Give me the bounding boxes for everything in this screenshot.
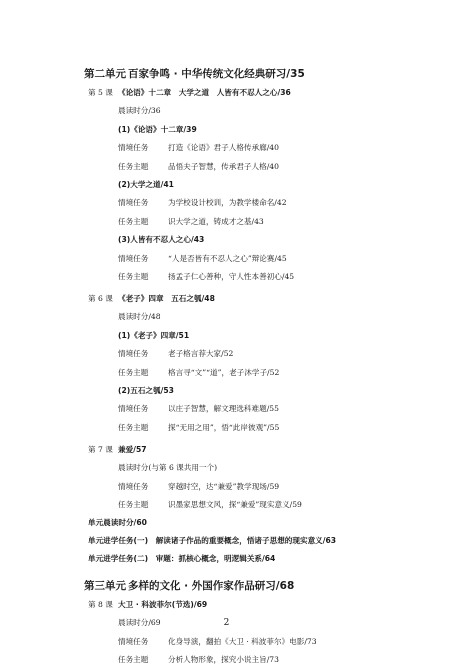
entry-text: 品悟夫子智慧，传承君子人格/40 (168, 161, 279, 171)
entry-text: 单元晨读时分/60 (88, 518, 147, 527)
toc-entry[interactable] (118, 637, 317, 647)
toc-entry[interactable] (118, 368, 279, 378)
entry-tag: 情境任务 (118, 143, 149, 153)
entry-text: 晨读时分/36 (118, 106, 161, 116)
toc-entry[interactable] (118, 404, 279, 414)
toc-entry[interactable] (118, 618, 161, 628)
entry-tag: 任务主题 (118, 655, 149, 665)
toc-entry[interactable] (118, 312, 161, 322)
unit-title: 百家争鸣 · 中华传统文化经典研习/35 (128, 68, 305, 80)
toc-entry[interactable] (88, 536, 336, 546)
entry-text: (1)《论语》十二章/39 (118, 124, 197, 134)
lesson-number: 第 7 课 (88, 444, 113, 454)
entry-tag: 任务主题 (118, 367, 149, 377)
entry-text: 单元进学任务(二) 审题：抓核心概念，明逻辑关系/64 (88, 554, 276, 563)
entry-text: 晨读时分(与第 6 课共用一个) (118, 463, 218, 473)
toc-entry[interactable] (118, 423, 279, 433)
entry-tag: 任务主题 (118, 161, 149, 171)
entry-text: 探“无用之用”，悟“此岸彼观”/55 (168, 422, 280, 432)
entry-text: 格言寻“文”“道”，老子沐学子/52 (168, 367, 280, 377)
entry-text: 老子格言荐大家/52 (168, 349, 234, 359)
lesson-number: 第 8 课 (88, 600, 113, 609)
entry-text: (2)五石之瓠/53 (118, 386, 174, 395)
entry-text: 单元进学任务(一) 解读诸子作品的重要概念，悟诸子思想的现实意义/63 (88, 536, 337, 545)
entry-text: 穿越时空，达“兼爱”教学现场/59 (168, 481, 280, 491)
entry-tag: 情境任务 (118, 253, 149, 263)
toc-entry[interactable] (118, 106, 161, 116)
entry-tag: 任务主题 (118, 500, 149, 509)
lesson-number: 第 5 课 (88, 88, 113, 97)
entry-text: 打造《论语》君子人格传承廊/40 (168, 143, 279, 153)
lesson-number: 第 6 课 (88, 294, 113, 303)
toc-entry[interactable] (118, 235, 204, 245)
entry-text: 以庄子智慧，解文理选科难题/55 (168, 404, 279, 414)
entry-text: 为学校设计校训，为教学楼命名/42 (168, 198, 287, 208)
toc-entry[interactable] (118, 143, 279, 153)
toc-entry[interactable] (118, 349, 233, 359)
lesson-entry[interactable] (88, 445, 147, 455)
lesson-entry[interactable] (88, 88, 291, 98)
entry-tag: 任务主题 (118, 272, 149, 281)
entry-text: 识大学之道，铸成才之基/43 (168, 216, 264, 226)
entry-text: (2)大学之道/41 (118, 180, 174, 189)
entry-tag: 情境任务 (118, 481, 149, 491)
lesson-title: 兼爱/57 (118, 444, 147, 454)
entry-tag: 情境任务 (118, 636, 149, 646)
entry-text: 分析人物形象，探究小说主旨/73 (168, 655, 279, 665)
unit-name: 第三单元 (84, 580, 126, 592)
toc-entry[interactable] (118, 463, 217, 473)
toc-entry[interactable] (118, 180, 174, 190)
unit-heading (84, 578, 294, 593)
entry-text: (1)《老子》四章/51 (118, 330, 190, 340)
entry-text: 化身导演，翻拍《大卫 · 科波菲尔》电影/73 (168, 636, 317, 646)
toc-entry[interactable] (118, 162, 279, 172)
toc-entry[interactable] (118, 655, 279, 665)
toc-entry[interactable] (118, 217, 264, 227)
entry-tag: 任务主题 (118, 216, 149, 226)
toc-entry[interactable] (118, 331, 189, 341)
lesson-entry[interactable] (88, 294, 215, 304)
toc-entry[interactable] (88, 554, 275, 564)
entry-text: 扬孟子仁心善种，守人性本善初心/45 (168, 272, 295, 281)
unit-name: 第二单元 (84, 68, 126, 80)
entry-text: (3)人皆有不忍人之心/43 (118, 235, 205, 245)
toc-entry[interactable] (118, 198, 287, 208)
lesson-entry[interactable] (88, 600, 207, 610)
toc-entry[interactable] (118, 254, 287, 264)
toc-entry[interactable] (118, 482, 279, 492)
entry-tag: 情境任务 (118, 349, 149, 359)
toc-entry[interactable] (118, 272, 294, 282)
entry-tag: 任务主题 (118, 422, 149, 432)
entry-text: 识墨家思想文风，探“兼爱”现实意义/59 (168, 500, 302, 509)
page-number: 2 (223, 618, 230, 628)
toc-entry[interactable] (88, 518, 147, 528)
toc-entry[interactable] (118, 386, 174, 396)
entry-text: 晨读时分/69 (118, 618, 161, 628)
lesson-title: 《老子》四章 五石之瓠/48 (118, 294, 215, 303)
entry-tag: 情境任务 (118, 404, 149, 414)
toc-entry[interactable] (118, 125, 197, 135)
unit-heading (84, 66, 305, 81)
lesson-title: 《论语》十二章 大学之道 人皆有不忍人之心/36 (118, 88, 291, 97)
toc-entry[interactable] (118, 500, 302, 510)
unit-title: 多样的文化 · 外国作家作品研习/68 (128, 580, 295, 592)
entry-text: “人是否皆有不忍人之心”辩论赛/45 (168, 253, 287, 263)
lesson-title: 大卫 · 科波菲尔(节选)/69 (118, 600, 208, 609)
entry-text: 晨读时分/48 (118, 312, 161, 322)
entry-tag: 情境任务 (118, 198, 149, 208)
